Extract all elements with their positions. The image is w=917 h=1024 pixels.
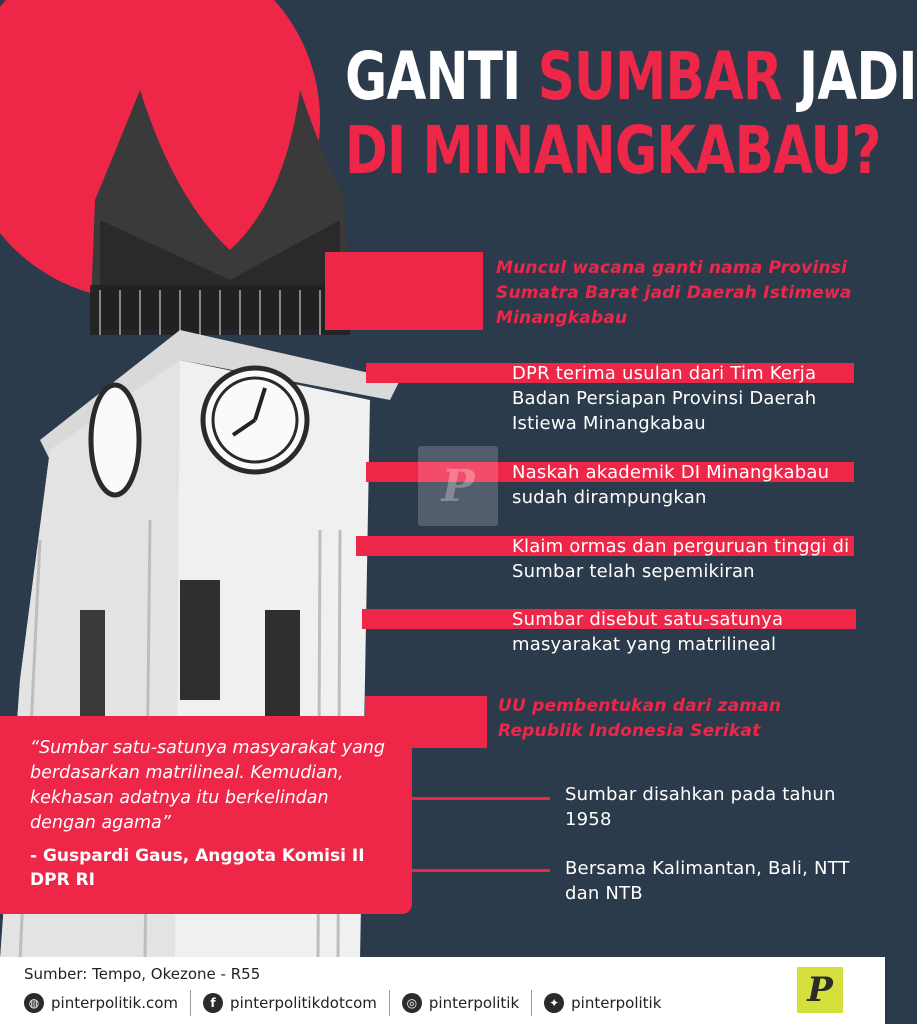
quote-box bbox=[0, 716, 412, 914]
point-text-4: Klaim ormas dan perguruan tinggi di Sumbar telah sepemikiran bbox=[512, 536, 850, 582]
point-text-6: UU pembentukan dari zaman Republik Indonesia Serikat bbox=[498, 696, 782, 741]
point-text-5: Sumbar disebut satu-satunya masyarakat yang matrilineal bbox=[512, 609, 784, 655]
title-line-1 bbox=[345, 38, 917, 115]
source-text: Sumber: Tempo, Okezone - R55 bbox=[24, 965, 261, 983]
point-text-3: Naskah akademik DI Minangkabau sudah dirampungkan bbox=[512, 462, 830, 508]
instagram-icon: ◎ bbox=[402, 993, 422, 1013]
divider bbox=[531, 990, 532, 1016]
point-text-8: Bersama Kalimantan, Bali, NTT dan NTB bbox=[565, 858, 850, 904]
title-word-sumbar: SUMBAR bbox=[537, 38, 782, 115]
social-instagram-link[interactable] bbox=[402, 993, 529, 1013]
point-text-7: Sumbar disahkan pada tahun 1958 bbox=[565, 784, 836, 830]
social-links bbox=[24, 989, 671, 1017]
social-website-link[interactable] bbox=[24, 993, 188, 1013]
quote-text: “Sumbar satu-satunya masyarakat yang berdasarkan matrilineal. Kemudian, kekhasan adatnya itu berkelindan dengan agama” bbox=[30, 738, 385, 833]
page-title bbox=[345, 38, 917, 189]
connector-line-2 bbox=[412, 869, 550, 872]
divider bbox=[190, 990, 191, 1016]
social-twitter-link[interactable] bbox=[544, 993, 671, 1013]
globe-icon: ◍ bbox=[24, 993, 44, 1013]
social-facebook-label: pinterpolitikdotcom bbox=[230, 994, 377, 1012]
point-text-1: Muncul wacana ganti nama Provinsi Sumatra Barat jadi Daerah Istimewa Minangkabau bbox=[496, 258, 852, 328]
point-text-2: DPR terima usulan dari Tim Kerja Badan Persiapan Provinsi Daerah Istiewa Minangkabau bbox=[512, 363, 817, 434]
title-line-2: DI MINANGKABAU? bbox=[345, 112, 881, 189]
social-website-label: pinterpolitik.com bbox=[51, 994, 179, 1012]
pinterpolitik-logo: P bbox=[797, 967, 843, 1013]
divider bbox=[389, 990, 390, 1016]
footer bbox=[0, 957, 885, 1024]
social-facebook-link[interactable] bbox=[203, 993, 387, 1013]
point-bar-1 bbox=[325, 252, 483, 330]
facebook-icon: f bbox=[203, 993, 223, 1013]
watermark-logo: P bbox=[418, 446, 498, 526]
social-instagram-label: pinterpolitik bbox=[428, 994, 520, 1012]
twitter-icon: ✦ bbox=[544, 993, 564, 1013]
title-word-ganti: GANTI bbox=[345, 38, 538, 115]
quote-author: - Guspardi Gaus, Anggota Komisi II DPR RI bbox=[30, 846, 365, 890]
title-word-jadi: JADI bbox=[781, 38, 917, 115]
social-twitter-label: pinterpolitik bbox=[571, 994, 662, 1012]
connector-line-1 bbox=[412, 797, 550, 800]
